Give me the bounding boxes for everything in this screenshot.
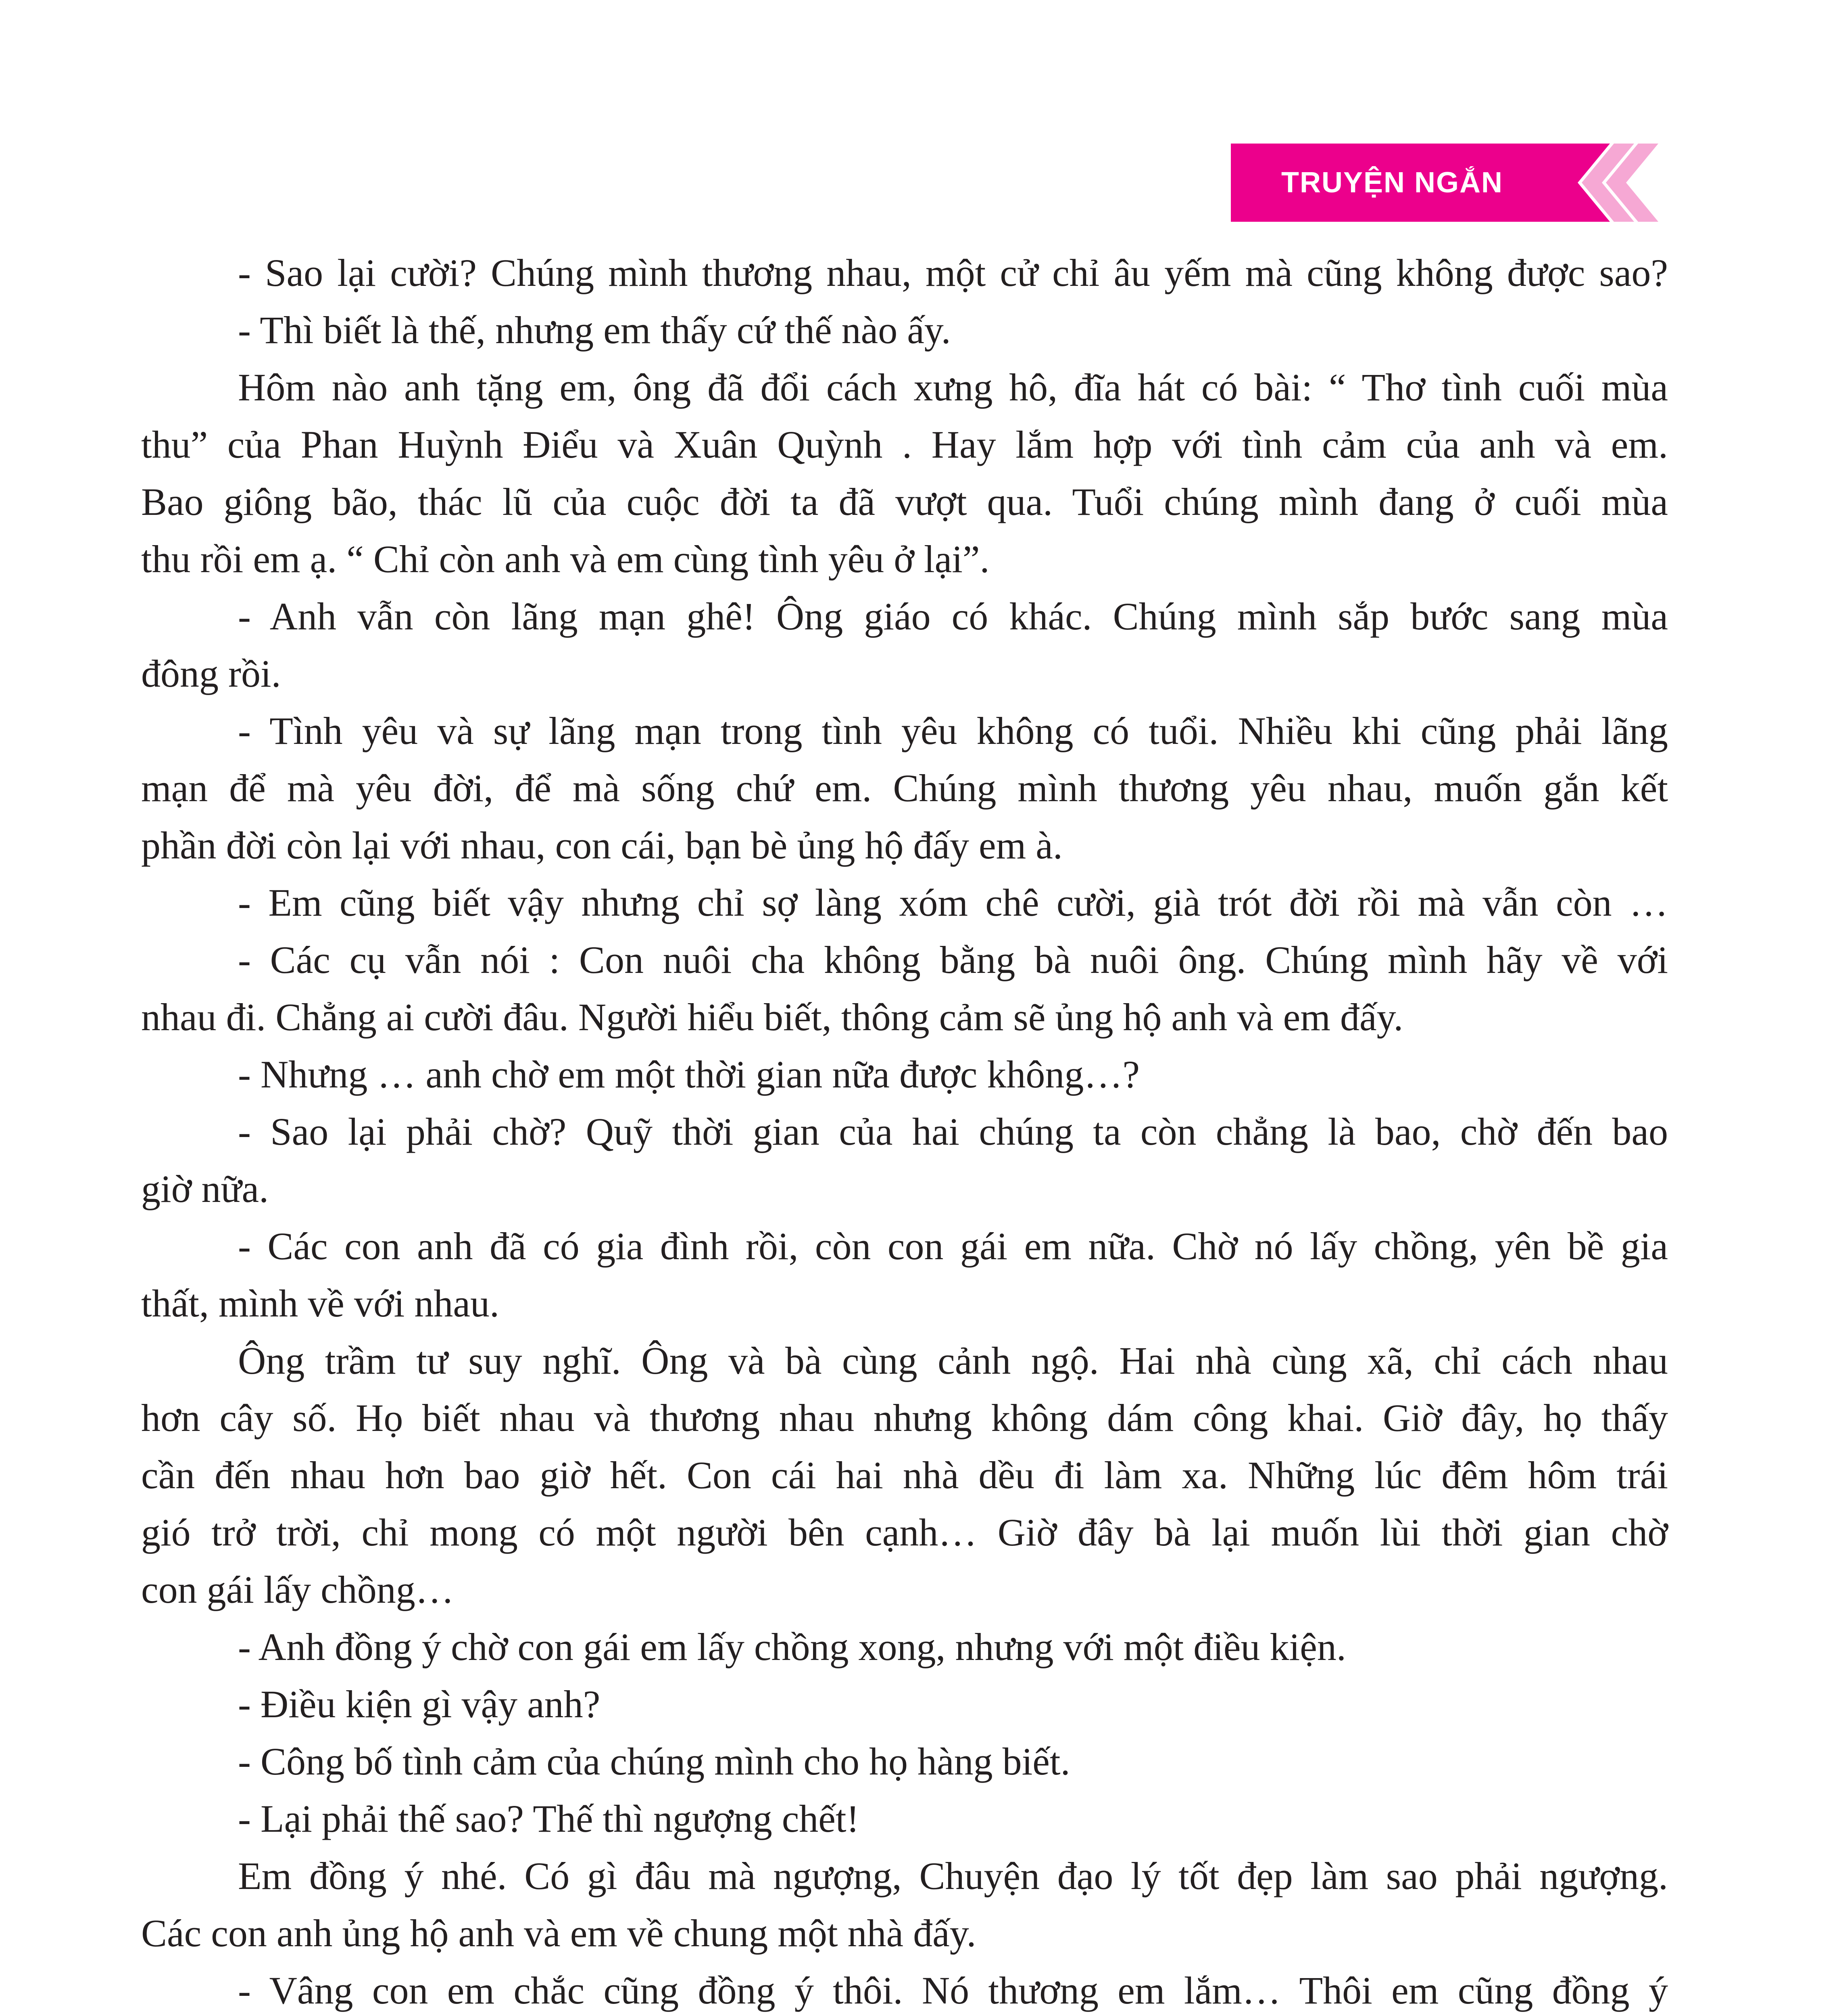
text-line: Ông trầm tư suy nghĩ. Ông và bà cùng cảnh ngộ. Hai nhà cùng xã, chỉ cách nhau	[238, 1339, 1668, 1382]
text-line: phần đời còn lại với nhau, con cái, bạn bè ủng hộ đấy em à.	[141, 824, 1063, 867]
text-line: gió trở trời, chỉ mong có một người bên cạnh… Giờ đây bà lại muốn lùi thời gian chờ	[141, 1511, 1668, 1554]
text-line: giờ nữa.	[141, 1167, 269, 1210]
text-line: - Em cũng biết vậy nhưng chỉ sợ làng xóm chê cười, già trót đời rồi mà vẫn còn …	[238, 881, 1668, 924]
text-line: thu rồi em ạ. “ Chỉ còn anh và em cùng tình yêu ở lại”.	[141, 537, 990, 581]
article-body	[141, 244, 1668, 2016]
text-line: thu” của Phan Huỳnh Điểu và Xuân Quỳnh . Hay lắm hợp với tình cảm của anh và em.	[141, 423, 1668, 466]
text-line: - Các con anh đã có gia đình rồi, còn con gái em nữa. Chờ nó lấy chồng, yên bề gia	[238, 1225, 1668, 1268]
text-line: đông rồi.	[141, 652, 281, 695]
text-line: thất, mình về với nhau.	[141, 1282, 499, 1325]
text-line: - Thì biết là thế, nhưng em thấy cứ thế nào ấy.	[238, 308, 951, 352]
text-line: nhau đi. Chẳng ai cười đâu. Người hiểu biết, thông cảm sẽ ủng hộ anh và em đấy.	[141, 996, 1403, 1039]
text-line: - Tình yêu và sự lãng mạn trong tình yêu không có tuổi. Nhiều khi cũng phải lãng	[238, 709, 1668, 752]
text-line: - Vâng con em chắc cũng đồng ý thôi. Nó thương em lắm… Thôi em cũng đồng ý	[238, 1969, 1668, 2012]
text-line: - Sao lại phải chờ? Quỹ thời gian của hai chúng ta còn chẳng là bao, chờ đến bao	[238, 1110, 1668, 1153]
text-line: - Lại phải thế sao? Thế thì ngượng chết!	[238, 1797, 859, 1840]
text-line: - Công bố tình cảm của chúng mình cho họ hàng biết.	[238, 1740, 1070, 1783]
text-line: cần đến nhau hơn bao giờ hết. Con cái hai nhà dều đi làm xa. Những lúc đêm hôm trái	[141, 1454, 1668, 1497]
text-line: con gái lấy chồng…	[141, 1568, 454, 1611]
text-line: - Nhưng … anh chờ em một thời gian nữa được không…?	[238, 1053, 1140, 1096]
section-label: TRUYỆN NGẮN	[1281, 167, 1503, 199]
text-line: - Anh đồng ý chờ con gái em lấy chồng xong, nhưng với một điều kiện.	[238, 1625, 1346, 1668]
text-line: - Điều kiện gì vậy anh?	[238, 1683, 600, 1726]
text-line: - Các cụ vẫn nói : Con nuôi cha không bằng bà nuôi ông. Chúng mình hãy về với	[238, 938, 1668, 981]
chevron-decoration-icon	[1553, 144, 1662, 222]
text-line: Bao giông bão, thác lũ của cuộc đời ta đã vượt qua. Tuổi chúng mình đang ở cuối mùa	[141, 480, 1668, 523]
text-line: Hôm nào anh tặng em, ông đã đổi cách xưng hô, đĩa hát có bài: “ Thơ tình cuối mùa	[238, 366, 1668, 409]
text-line: Em đồng ý nhé. Có gì đâu mà ngượng, Chuyện đạo lý tốt đẹp làm sao phải ngượng.	[238, 1854, 1668, 1897]
text-line: hơn cây số. Họ biết nhau và thương nhau nhưng không dám công khai. Giờ đây, họ thấy	[141, 1396, 1668, 1439]
text-line: - Sao lại cười? Chúng mình thương nhau, một cử chỉ âu yếm mà cũng không được sao?	[238, 251, 1668, 294]
text-line: Các con anh ủng hộ anh và em về chung một nhà đấy.	[141, 1912, 976, 1955]
text-line: mạn để mà yêu đời, để mà sống chứ em. Chúng mình thương yêu nhau, muốn gắn kết	[141, 766, 1668, 810]
section-tab	[1231, 144, 1553, 222]
text-line: - Anh vẫn còn lãng mạn ghê! Ông giáo có khác. Chúng mình sắp bước sang mùa	[238, 595, 1668, 638]
